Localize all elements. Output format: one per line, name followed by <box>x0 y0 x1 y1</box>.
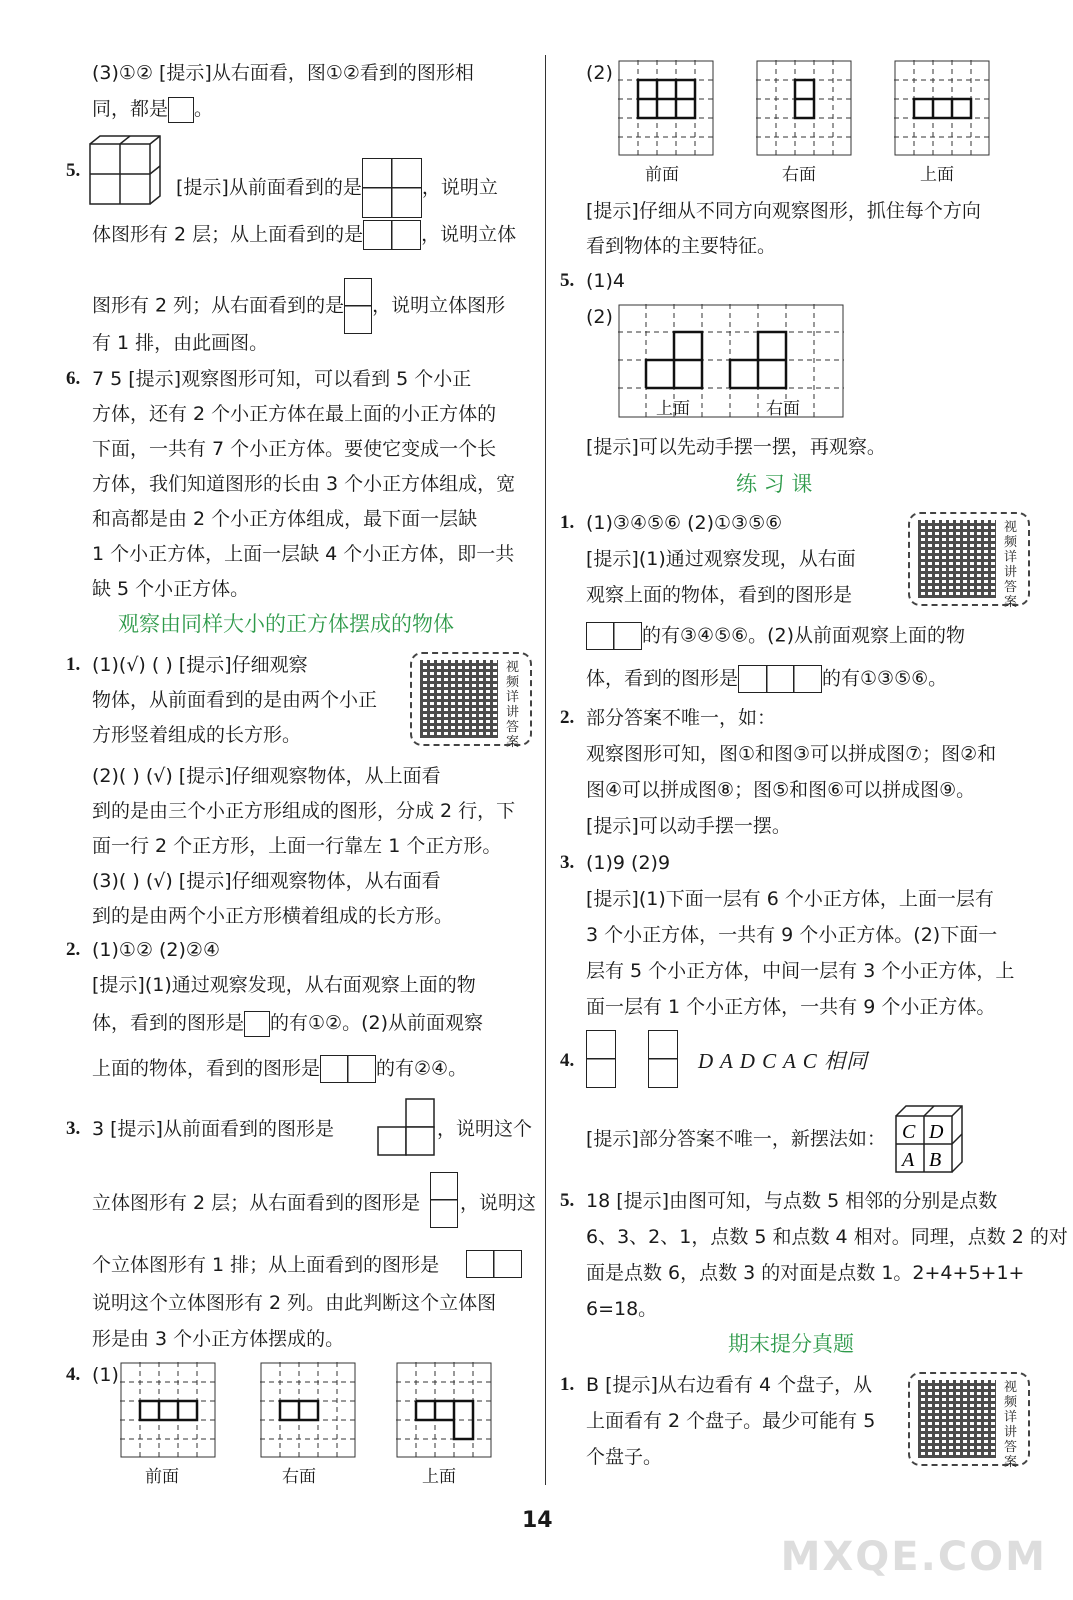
text-line: 图形有 2 列；从右面看到的是 ，说明立体图形 <box>92 278 505 334</box>
question-number: 3. <box>560 852 575 873</box>
question-number: 5. <box>66 160 81 181</box>
view-grid-top <box>894 60 990 156</box>
text-line: 7 5 [提示]观察图形可知，可以看到 5 个小正 <box>92 368 472 390</box>
text-line: (2) <box>586 306 613 328</box>
text-line: 缺 5 个小正方体。 <box>92 578 250 600</box>
text-line: [提示]部分答案不唯一，新摆法如： <box>586 1128 886 1150</box>
text-line: 面一行 2 个正方形，上面一行靠左 1 个正方形。 <box>92 835 502 857</box>
text-line: 面一层有 1 个小正方体，一共有 9 个小正方体。 <box>586 996 996 1018</box>
text-line: 体，看到的图形是 的有①③⑤⑥。 <box>586 665 947 693</box>
text-line: 面是点数 6，点数 3 的对面是点数 1。2+4+5+1+ <box>586 1262 1025 1284</box>
view-caption: 右面 <box>782 165 816 185</box>
view-grid-right <box>260 1362 356 1458</box>
text-line: [提示](1)通过观察发现，从右面 <box>586 548 856 570</box>
watermark: MXQE.COM <box>780 1534 1047 1580</box>
text-line: 上面看有 2 个盘子。最少可能有 5 <box>586 1410 876 1432</box>
text-line: (2)( ) (√) [提示]仔细观察物体，从上面看 <box>92 765 441 787</box>
question-number: 4. <box>66 1364 81 1385</box>
text-line: 方体，还有 2 个小正方体在最上面的小正方体的 <box>92 403 497 425</box>
view-caption: 上面 <box>656 399 690 419</box>
text-line: 的有③④⑤⑥。(2)从前面观察上面的物 <box>586 622 965 650</box>
text-line: 部分答案不唯一，如： <box>586 707 777 729</box>
qr-caption: 视频详讲答案 <box>506 660 520 750</box>
view-grid-combined <box>618 304 844 418</box>
qr-code-icon <box>918 520 996 598</box>
view-grid-front <box>120 1362 216 1458</box>
question-number: 4. <box>560 1050 575 1071</box>
text-line: [提示]仔细从不同方向观察图形，抓住每个方向 <box>586 200 981 222</box>
text-line: 形是由 3 个小正方体摆成的。 <box>92 1328 345 1350</box>
qr-code[interactable] <box>908 512 1030 610</box>
text-line: 物体，从前面看到的是由两个小正 <box>92 689 378 711</box>
text-line: (1)(√) ( ) [提示]仔细观察 <box>92 654 308 676</box>
text-line: 和高都是由 2 个小正方体组成，最下面一层缺 <box>92 508 478 530</box>
grid-figure <box>738 665 822 693</box>
text-line: 上面的物体，看到的图形是 的有②④。 <box>92 1055 467 1083</box>
text-line: 同，都是 。 <box>92 96 213 123</box>
text-line: (1)③④⑤⑥ (2)①③⑤⑥ <box>586 512 783 534</box>
text-line: (1) <box>92 1364 119 1386</box>
grid-figure <box>466 1250 522 1278</box>
text-line: 观察上面的物体，看到的图形是 <box>586 584 853 606</box>
text-line: (3)①② [提示]从右面看，图①②看到的图形相 <box>92 62 474 84</box>
grid-figure <box>586 622 642 650</box>
text-line: 层有 5 个小正方体，中间一层有 3 个小正方体，上 <box>586 960 1015 982</box>
text-line: 下面，一共有 7 个小正方体。要使它变成一个长 <box>92 438 497 460</box>
text-line: 个立体图形有 1 排；从上面看到的图形是 <box>92 1254 440 1276</box>
lettered-cube-figure <box>894 1104 966 1174</box>
l-shape-figure <box>377 1098 435 1156</box>
qr-code-icon <box>420 660 498 738</box>
cube-label: A <box>902 1149 915 1171</box>
qr-caption: 视频详讲答案 <box>1004 520 1018 610</box>
view-caption: 前面 <box>645 165 679 185</box>
view-grid-top <box>396 1362 492 1458</box>
view-grid-right <box>756 60 852 156</box>
text-line: 有 1 排，由此画图。 <box>92 332 269 354</box>
grid-figure <box>586 1030 616 1088</box>
text-line: [提示]可以动手摆一摆。 <box>586 815 791 837</box>
view-caption: 右面 <box>282 1467 316 1487</box>
text-line: (1)4 <box>586 270 626 292</box>
text-line: 3 个小正方体，一共有 9 个小正方体。(2)下面一 <box>586 924 998 946</box>
text-line: 体图形有 2 层；从上面看到的是 ，说明立体 <box>92 220 516 250</box>
view-caption: 上面 <box>920 165 954 185</box>
section-heading: 观察由同样大小的正方体摆成的物体 <box>118 612 454 636</box>
square-figure <box>168 97 194 123</box>
text-line: (1)9 (2)9 <box>586 852 671 874</box>
question-number: 5. <box>560 270 575 291</box>
qr-caption: 视频详讲答案 <box>1004 1380 1018 1470</box>
section-heading: 期末提分真题 <box>728 1332 854 1356</box>
text-line: [提示]从前面看到的是 ，说明立 <box>176 158 498 218</box>
grid-figure <box>363 220 421 250</box>
text-line: 图④可以拼成图⑧；图⑤和图⑥可以拼成图⑨。 <box>586 779 976 801</box>
text-line: 立体图形有 2 层；从右面看到的图形是 <box>92 1192 421 1214</box>
section-heading: 练 习 课 <box>736 472 813 496</box>
text-line: 观察图形可知，图①和图③可以拼成图⑦；图②和 <box>586 743 997 765</box>
text-line: 看到物体的主要特征。 <box>586 235 777 257</box>
text-line: 体，看到的图形是 的有①②。(2)从前面观察 <box>92 1010 483 1037</box>
text-line: [提示]可以先动手摆一摆，再观察。 <box>586 436 886 458</box>
text-line: (2) <box>586 62 613 84</box>
grid-figure <box>362 158 422 218</box>
text-line: 到的是由三个小正方形组成的图形，分成 2 行，下 <box>92 800 516 822</box>
text-line: 1 个小正方体，上面一层缺 4 个小正方体，即一共 <box>92 543 515 565</box>
question-number: 1. <box>560 1374 575 1395</box>
view-caption: 前面 <box>145 1467 179 1487</box>
text-line: ，说明这 <box>460 1192 537 1214</box>
text-line: 方体，我们知道图形的长由 3 个小正方体组成，宽 <box>92 473 516 495</box>
question-number: 3. <box>66 1118 81 1139</box>
text-line: ，说明这个 <box>437 1118 533 1140</box>
column-divider <box>545 55 546 1485</box>
text-line: [提示](1)通过观察发现，从右面观察上面的物 <box>92 974 476 996</box>
text-line: (3)( ) (√) [提示]仔细观察物体，从右面看 <box>92 870 441 892</box>
grid-figure <box>320 1055 376 1083</box>
question-number: 1. <box>560 512 575 533</box>
grid-figure <box>344 278 372 334</box>
grid-figure <box>430 1172 458 1228</box>
square-figure <box>244 1011 270 1037</box>
text-line: 6=18。 <box>586 1298 658 1320</box>
question-number: 5. <box>560 1190 575 1211</box>
question-number: 2. <box>560 707 575 728</box>
text-line: B [提示]从右边看有 4 个盘子，从 <box>586 1374 873 1396</box>
text-line: 方形竖着组成的长方形。 <box>92 724 302 746</box>
question-number: 6. <box>66 368 81 389</box>
qr-code-icon <box>918 1380 996 1458</box>
cube-label: C <box>902 1121 916 1143</box>
view-caption: 上面 <box>422 1467 456 1487</box>
view-caption: 右面 <box>766 399 800 419</box>
text-line: 到的是由两个小正方形横着组成的长方形。 <box>92 905 454 927</box>
text-line: 18 [提示]由图可知，与点数 5 相邻的分别是点数 <box>586 1190 998 1212</box>
cube-stack-figure <box>88 134 162 206</box>
cube-label: D <box>929 1121 944 1143</box>
qr-code[interactable] <box>410 652 532 750</box>
text-line: 说明这个立体图形有 2 列。由此判断这个立体图 <box>92 1292 497 1314</box>
grid-figure <box>648 1030 678 1088</box>
question-number: 2. <box>66 939 81 960</box>
text-line: 3 [提示]从前面看到的图形是 <box>92 1118 334 1140</box>
text-line: 个盘子。 <box>586 1446 663 1468</box>
text-line: D A D C A C 相同 <box>698 1049 868 1073</box>
text-line: [提示](1)下面一层有 6 个小正方体，上面一层有 <box>586 888 994 910</box>
view-grid-front <box>618 60 714 156</box>
text-line: (1)①② (2)②④ <box>92 939 220 961</box>
page-number: 14 <box>522 1508 553 1533</box>
cube-label: B <box>929 1149 942 1171</box>
question-number: 1. <box>66 654 81 675</box>
text-line: 6、3、2、1，点数 5 和点数 4 相对。同理，点数 2 的对 <box>586 1226 1068 1248</box>
qr-code[interactable] <box>908 1372 1030 1470</box>
